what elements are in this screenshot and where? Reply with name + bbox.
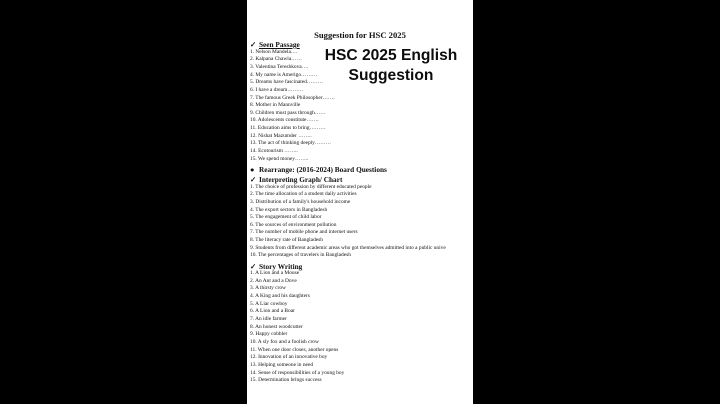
list-item: 15. We spend money…….. [250, 155, 309, 162]
section-heading-text: Interpreting Graph/ Chart [259, 174, 343, 184]
list-item: 4. A King and his daughters [250, 293, 310, 300]
list-item: 11. Education aims to bring……… [250, 125, 326, 132]
list-item: 2. The time allocation of a student daily activities [250, 191, 357, 198]
list-item: 13. Helping someone in need [250, 361, 314, 368]
section-heading-text: Story Writing [259, 261, 303, 271]
list-item: 8. Mother in Mannville [250, 102, 301, 109]
list-item: 5. A Liar cowboy [250, 300, 288, 307]
overlay-caption [320, 46, 462, 86]
check-icon: ✓ [250, 40, 257, 49]
list-item: 5. Dreams have fascinated……… [250, 79, 324, 86]
list-item: 1. The choice of profession by different educated people [250, 183, 372, 190]
check-icon: ✓ [250, 174, 257, 184]
list-item: 3. Distribution of a family's household income [250, 198, 351, 205]
list-item: 10. A sly fox and a foolish crow [250, 339, 319, 345]
list-item: 14. Ecotourism …….. [250, 148, 298, 155]
list-item: 2. An Ant and a Dove [250, 277, 297, 284]
section-heading-text: Seen Passage [259, 40, 300, 49]
list-item: 3. A thirsty crow [250, 285, 286, 292]
list-item: 8. The literacy rate of Bangladesh [250, 237, 323, 244]
list-item: 1. A Lion and a Mouse [250, 270, 300, 277]
list-item: 9. Happy cobbler [250, 331, 288, 338]
bullet-icon: ● [250, 164, 255, 174]
section-heading-text: Rearrange: (2016-2024) Board Questions [259, 164, 387, 174]
section-heading [250, 165, 387, 174]
list-item: 13. The act of thinking deeply……… [250, 140, 332, 147]
list-item: 9. Children must pass through…… [250, 109, 326, 116]
list-item: 8. An honest woodcutter [250, 323, 303, 330]
list-item: 6. A Lion and a Boar [250, 308, 295, 315]
check-icon: ✓ [250, 261, 257, 271]
list-item: 4. My name is Amerigo……… [250, 71, 318, 78]
list-item: 12. Nishat Mazumder …….. [250, 132, 312, 139]
list-item: 7. An idle farmer [250, 316, 287, 323]
list-item: 4. The export sectors in Bangladesh [250, 206, 328, 213]
overlay-line-1: HSC 2025 English [324, 47, 458, 64]
list-item: 1. Nelson Mandela.… [250, 48, 298, 55]
list-item: 12. Innovation of an innovative boy [250, 354, 328, 361]
list-item: 10. Adolescents constitute……. [250, 117, 319, 124]
list-item: 5. The engagement of child labor [250, 214, 322, 221]
list-item: 15. Determination brings success [250, 377, 322, 384]
list-item: 9. Students from different academic areas who got themselves admitted into a public unive [250, 244, 446, 251]
list-item: 7. The number of mobile phone and internet users [250, 229, 358, 236]
list-item: 11. When one door closes, another opens [250, 346, 339, 353]
list-item: 14. Sense of responsibilities of a young boy [250, 369, 345, 376]
overlay-line-2: Suggestion [348, 67, 434, 84]
page-title: Suggestion for HSC 2025 [314, 30, 406, 40]
list-item: 3. Valentina Tereshkova…. [250, 63, 309, 70]
list-item: 10. The percentages of travelers in Bangladesh [250, 252, 351, 259]
list-item: 6. The sources of environment pollution [250, 221, 337, 228]
list-item: 2. Kalpana Chawla…… [250, 56, 302, 63]
list-item: 6. I have a dream……… [250, 86, 304, 93]
list-item: 7. The famous Greek Philosopher……. [250, 94, 335, 101]
